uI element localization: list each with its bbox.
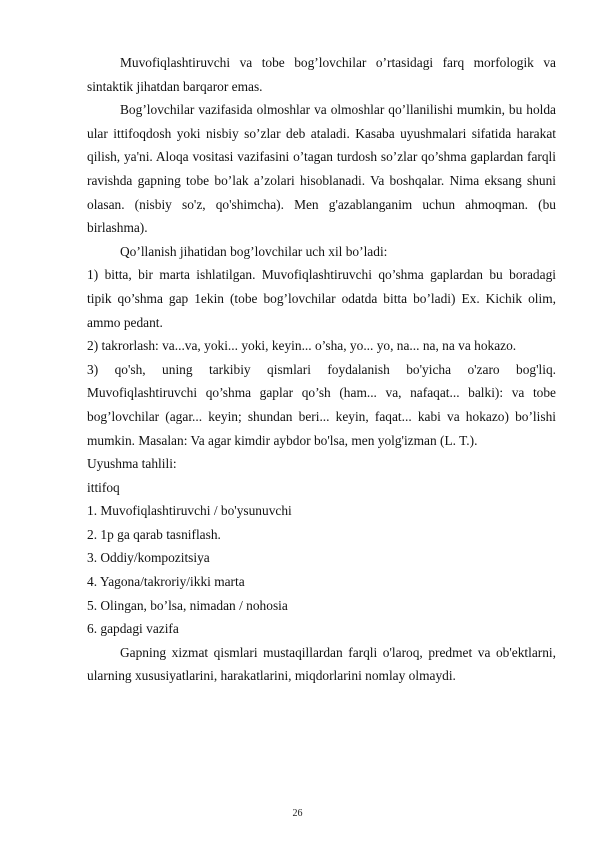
list-item-1: 1) bitta, bir marta ishlatilgan. Muvofiqlashtiruvchi qo’shma gaplardan bu boradagi tipik qo’shma gap 1ekin (tobe bog’lovchilar odatda bitta bo’ladi) Ex. Kichik olim, ammo pedant. [87,267,556,330]
analysis-item-3: 3. Oddiy/kompozitsiya [87,550,210,566]
analysis-subject: ittifoq [87,479,120,495]
list-item-2: 2) takrorlash: va...va, yoki... yoki, keyin... o’sha, yo... yo, na... na, na va hokazo. [87,338,517,354]
analysis-item-5: 5. Olingan, bo’lsa, nimadan / nohosia [87,597,288,613]
analysis-item-6: 6. gapdagi vazifa [87,621,179,637]
paragraph-2: Bog’lovchilar vazifasida olmoshlar va olmoshlar qo’llanilishi mumkin, bu holda ular ittifoqdosh yoki nisbiy so’zlar deb ataladi. Kasaba uyushmalari sifatida harakat qilish, ya'ni. Aloqa vositasi vazifasini o’tagan turdosh so’zlar qo’shma gaplardan farqli ravishda gapning tobe bo’lak a’zolari hisoblanadi. Va boshqalar. Nima eksang shuni olasan. (nisbiy so'z, qo'shimcha). Men g'azablanganim uchun ahmoqman. (bu birlashma). [87,102,556,236]
analysis-heading: Uyushma tahlili: [87,456,177,472]
paragraph-final: Gapning xizmat qismlari mustaqillardan farqli o'laroq, predmet va ob'ektlarni, ularning xususiyatlarini, harakatlarini, miqdorlarini nomlay olmaydi. [87,644,556,684]
paragraph-3: Qo’llanish jihatidan bog’lovchilar uch xil bo’ladi: [120,243,388,259]
page-number: 26 [292,808,303,819]
analysis-item-1: 1. Muvofiqlashtiruvchi / bo'ysunuvchi [87,503,292,519]
analysis-item-4: 4. Yagona/takroriy/ikki marta [87,574,245,590]
paragraph-1: Muvofiqlashtiruvchi va tobe bog’lovchilar o’rtasidagi farq morfologik va sintaktik jihatdan barqaror emas. [87,55,556,94]
list-item-3: 3) qo'sh, uning tarkibiy qismlari foydalanish bo'yicha o'zaro bog'liq. Muvofiqlashtiruvchi qo’shma gaplar qo’sh (ham... va, nafaqat... balki): va tobe bog’lovchilar (agar... keyin; shundan beri... keyin, faqat... kabi va hokazo) bo’lishi mumkin. Masalan: Va agar kimdir aybdor bo'lsa, men yolg'izman (L. T.). [87,361,556,448]
body-text [87,51,556,688]
analysis-item-2: 2. 1p ga qarab tasniflash. [87,526,221,542]
